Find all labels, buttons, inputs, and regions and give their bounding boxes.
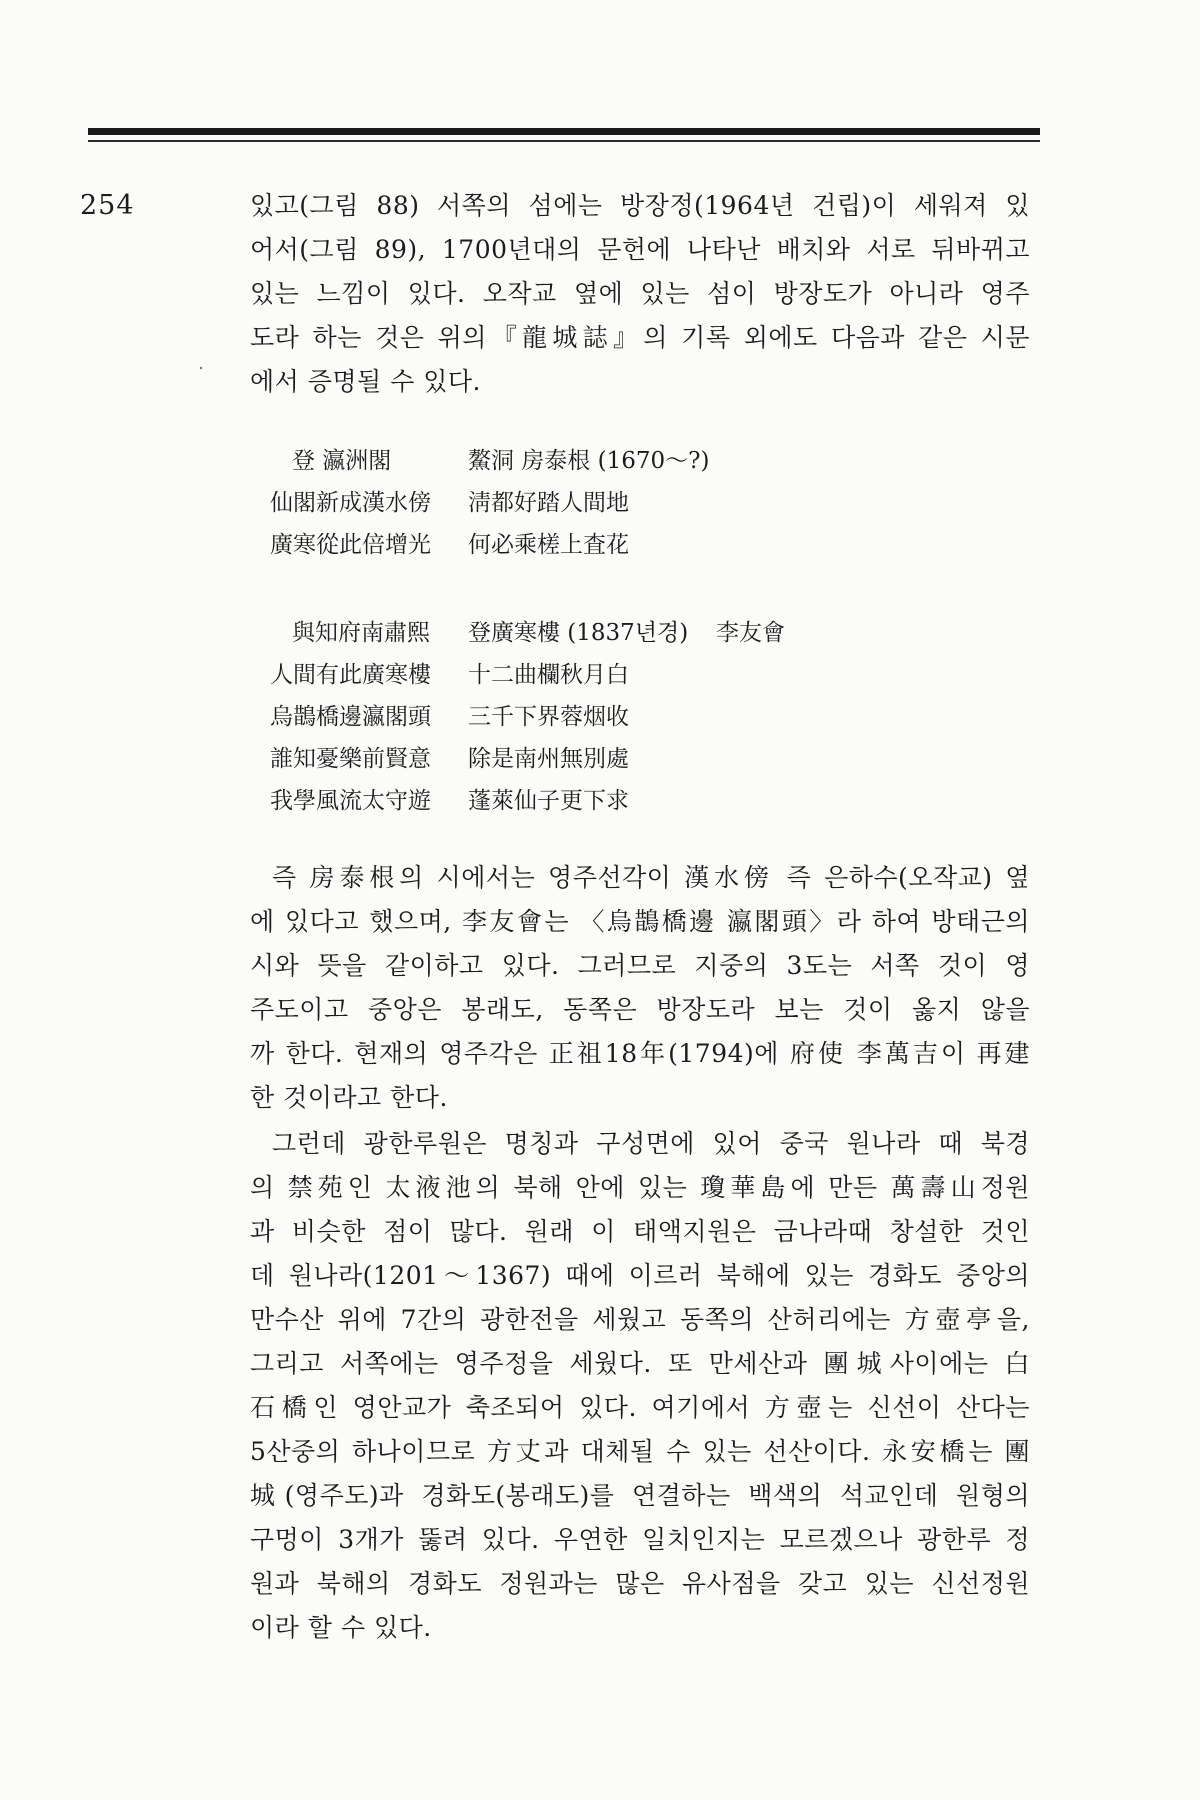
poem-line <box>270 696 785 738</box>
poem-header <box>270 440 828 482</box>
paragraph-line: 데 원나라(1201～1367) 때에 이르러 북해에 있는 경화도 중앙의 <box>250 1261 1030 1290</box>
paragraph-line: 5산중의 하나이므로 方丈과 대체될 수 있는 선산이다. 永安橋는 團 <box>250 1437 1030 1466</box>
paragraph-line: 과 비슷한 점이 많다. 원래 이 태액지원은 금나라때 창설한 것인 <box>250 1217 1030 1246</box>
paragraph-line: 구멍이 3개가 뚫려 있다. 우연한 일치인지는 모르겠으나 광한루 정 <box>250 1525 1030 1554</box>
paragraph-line: 주도이고 중앙은 봉래도, 동쪽은 방장도라 보는 것이 옳지 않을 <box>250 995 1030 1024</box>
poem-1 <box>270 440 828 566</box>
page-number: 254 <box>80 190 135 221</box>
stray-dot <box>200 367 202 369</box>
poem-title: 登 瀛洲閣 <box>292 448 392 474</box>
poem-line <box>270 482 828 524</box>
poem-verse: 淸都好踏人間地 <box>468 490 629 516</box>
poem-line <box>270 524 828 566</box>
paragraph-line: 있는 느낌이 있다. 오작교 옆에 있는 섬이 방장도가 아니라 영주 <box>250 279 1030 308</box>
poem-line <box>270 780 785 822</box>
paragraph-line: 이라 할 수 있다. <box>250 1613 432 1642</box>
paragraph-line: 즉 房泰根의 시에서는 영주선각이 漢水傍 즉 은하수(오작교) 옆 <box>272 863 1030 892</box>
paragraph-line: 한 것이라고 한다. <box>250 1083 448 1112</box>
poem-2 <box>270 612 785 822</box>
paragraph-line: 도라 하는 것은 위의『龍城誌』의 기록 외에도 다음과 같은 시문 <box>250 323 1030 352</box>
paragraph-2 <box>250 856 1030 1120</box>
paragraph-1 <box>250 184 1030 404</box>
poem-verse: 除是南州無別處 <box>468 746 629 772</box>
poem-verse: 人間有此廣寒樓 <box>270 662 431 688</box>
poem-verse: 廣寒從此倍增光 <box>270 532 431 558</box>
paragraph-line: 의 禁苑인 太液池의 북해 안에 있는 瓊華島에 만든 萬壽山정원 <box>250 1173 1030 1202</box>
poem-verse: 十二曲欄秋月白 <box>468 662 629 688</box>
poem-line <box>270 738 785 780</box>
paragraph-line: 어서(그림 89), 1700년대의 문헌에 나타난 배치와 서로 뒤바뀌고 <box>250 235 1030 264</box>
poem-author: 鰲洞 房泰根 (1670～?) <box>468 448 710 474</box>
paragraph-line: 城(영주도)과 경화도(봉래도)를 연결하는 백색의 석교인데 원형의 <box>250 1481 1030 1510</box>
paragraph-line: 에서 증명될 수 있다. <box>250 367 481 396</box>
header-rule-thick <box>88 128 1040 135</box>
poem-verse: 我學風流太守遊 <box>270 788 431 814</box>
paragraph-3 <box>250 1122 1030 1650</box>
poem-subtitle: 登廣寒樓 (1837년경) <box>468 620 689 646</box>
poem-verse: 誰知憂樂前賢意 <box>270 746 431 772</box>
paragraph-line: 있고(그림 88) 서쪽의 섬에는 방장정(1964년 건립)이 세워져 있 <box>250 191 1030 220</box>
poem-verse: 三千下界蓉烟收 <box>468 704 629 730</box>
header-rule-thin <box>88 140 1040 142</box>
paragraph-line: 만수산 위에 7간의 광한전을 세웠고 동쪽의 산허리에는 方壺亭을, <box>250 1305 1030 1334</box>
poem-verse: 仙閣新成漢水傍 <box>270 490 431 516</box>
poem-header <box>270 612 785 654</box>
poem-title: 與知府南肅熙 <box>292 620 430 646</box>
poem-line <box>270 654 785 696</box>
paragraph-line: 그리고 서쪽에는 영주정을 세웠다. 또 만세산과 團城사이에는 白 <box>250 1349 1030 1378</box>
poem-verse: 蓬萊仙子更下求 <box>468 788 629 814</box>
poem-verse: 何必乘槎上査花 <box>468 532 629 558</box>
paragraph-line: 까 한다. 현재의 영주각은 正祖18年(1794)에 府使 李萬吉이 再建 <box>250 1039 1030 1068</box>
paragraph-line: 원과 북해의 경화도 정원과는 많은 유사점을 갖고 있는 신선정원 <box>250 1569 1030 1598</box>
paragraph-line: 그런데 광한루원은 명칭과 구성면에 있어 중국 원나라 때 북경 <box>272 1129 1030 1158</box>
paragraph-line: 시와 뜻을 같이하고 있다. 그러므로 지중의 3도는 서쪽 것이 영 <box>250 951 1030 980</box>
paragraph-line: 石橋인 영안교가 축조되어 있다. 여기에서 方壺는 신선이 산다는 <box>250 1393 1030 1422</box>
poem-verse: 烏鵲橋邊瀛閣頭 <box>270 704 431 730</box>
paragraph-line: 에 있다고 했으며, 李友會는 〈烏鵲橋邊 瀛閣頭〉라 하여 방태근의 <box>250 907 1030 936</box>
poem-author: 李友會 <box>716 620 785 646</box>
